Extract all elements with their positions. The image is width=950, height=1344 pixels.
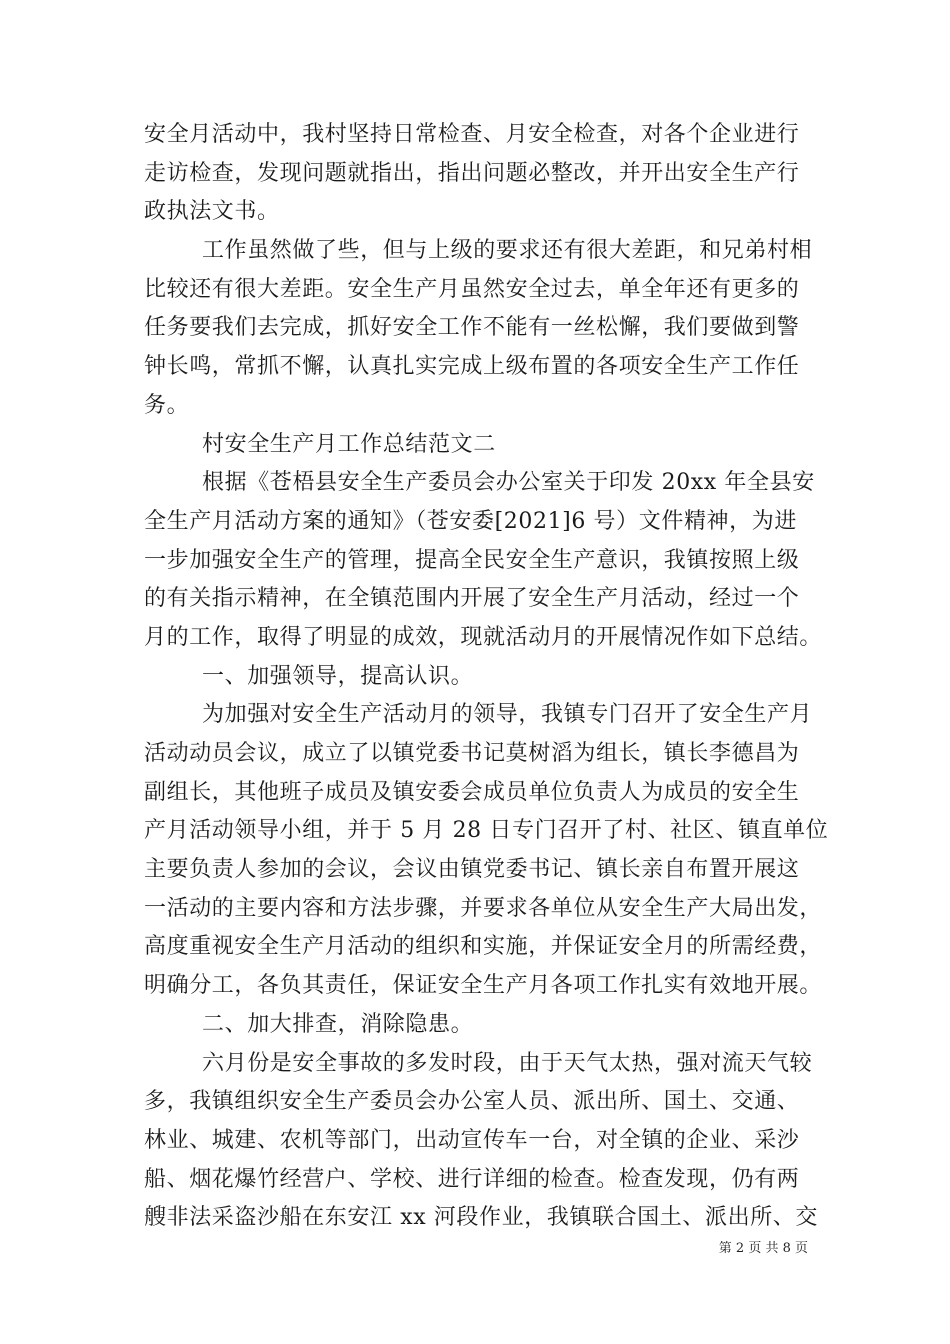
text-line: 政执法文书。 — [144, 199, 280, 225]
text-line: 产月活动领导小组，并于 5 月 28 日专门召开了村、社区、镇直单位 — [144, 818, 829, 844]
text-line: 活动动员会议，成立了以镇党委书记莫树滔为组长，镇长李德昌为 — [144, 741, 800, 766]
text-line: 林业、城建、农机等部门，出动宣传车一台，对全镇的企业、采沙 — [144, 1127, 800, 1153]
text-line: 比较还有很大差距。安全生产月虽然安全过去，单全年还有更多的 — [144, 276, 800, 302]
subsection-heading: 二、加大排查，消除隐患。 — [202, 1011, 474, 1037]
text-line: 月的工作，取得了明显的成效，现就活动月的开展情况作如下总结。 — [144, 624, 823, 650]
text-line: 多，我镇组织安全生产委员会办公室人员、派出所、国土、交通、 — [144, 1089, 800, 1115]
text-line: 务。 — [144, 392, 190, 418]
paragraph-start-line: 根据《苍梧县安全生产委员会办公室关于印发 20xx 年全县安 — [202, 470, 815, 496]
paragraph-start-line: 为加强对安全生产活动月的领导，我镇专门召开了安全生产月 — [202, 702, 813, 728]
subsection-heading: 一、加强领导，提高认识。 — [202, 663, 474, 689]
text-line: 副组长，其他班子成员及镇安委会成员单位负责人为成员的安全生 — [144, 779, 800, 805]
text-line: 高度重视安全生产月活动的组织和实施，并保证安全月的所需经费， — [144, 934, 823, 960]
paragraph-start-line: 六月份是安全事故的多发时段，由于天气太热，强对流天气较 — [202, 1050, 813, 1076]
text-line: 的有关指示精神，在全镇范围内开展了安全生产月活动，经过一个 — [144, 586, 800, 612]
paragraph-start-line: 工作虽然做了些，但与上级的要求还有很大差距，和兄弟村相 — [202, 238, 813, 264]
text-line: 一步加强安全生产的管理，提高全民安全生产意识，我镇按照上级 — [144, 547, 800, 573]
text-line: 船、烟花爆竹经营户、学校、进行详细的检查。检查发现，仍有两 — [144, 1166, 800, 1192]
text-line: 一活动的主要内容和方法步骤，并要求各单位从安全生产大局出发， — [144, 895, 823, 921]
page-number-footer: 第 2 页 共 8 页 — [718, 1241, 808, 1256]
section-title: 村安全生产月工作总结范文二 — [202, 431, 496, 457]
text-line: 明确分工，各负其责任，保证安全生产月各项工作扎实有效地开展。 — [144, 973, 823, 999]
text-line: 主要负责人参加的会议，会议由镇党委书记、镇长亲自布置开展这 — [144, 857, 800, 883]
text-line: 艘非法采盗沙船在东安江 xx 河段作业，我镇联合国土、派出所、交 — [144, 1205, 819, 1231]
text-line: 钟长鸣，常抓不懈，认真扎实完成上级布置的各项安全生产工作任 — [144, 354, 800, 380]
text-line: 走访检查，发现问题就指出，指出问题必整改，并开出安全生产行 — [144, 160, 800, 186]
text-line: 安全月活动中，我村坚持日常检查、月安全检查，对各个企业进行 — [144, 122, 800, 147]
text-line: 任务要我们去完成，抓好安全工作不能有一丝松懈，我们要做到警 — [144, 315, 800, 341]
text-line: 全生产月活动方案的通知》（苍安委[2021]6 号）文件精神，为进 — [144, 508, 797, 534]
document-body — [144, 116, 829, 1238]
